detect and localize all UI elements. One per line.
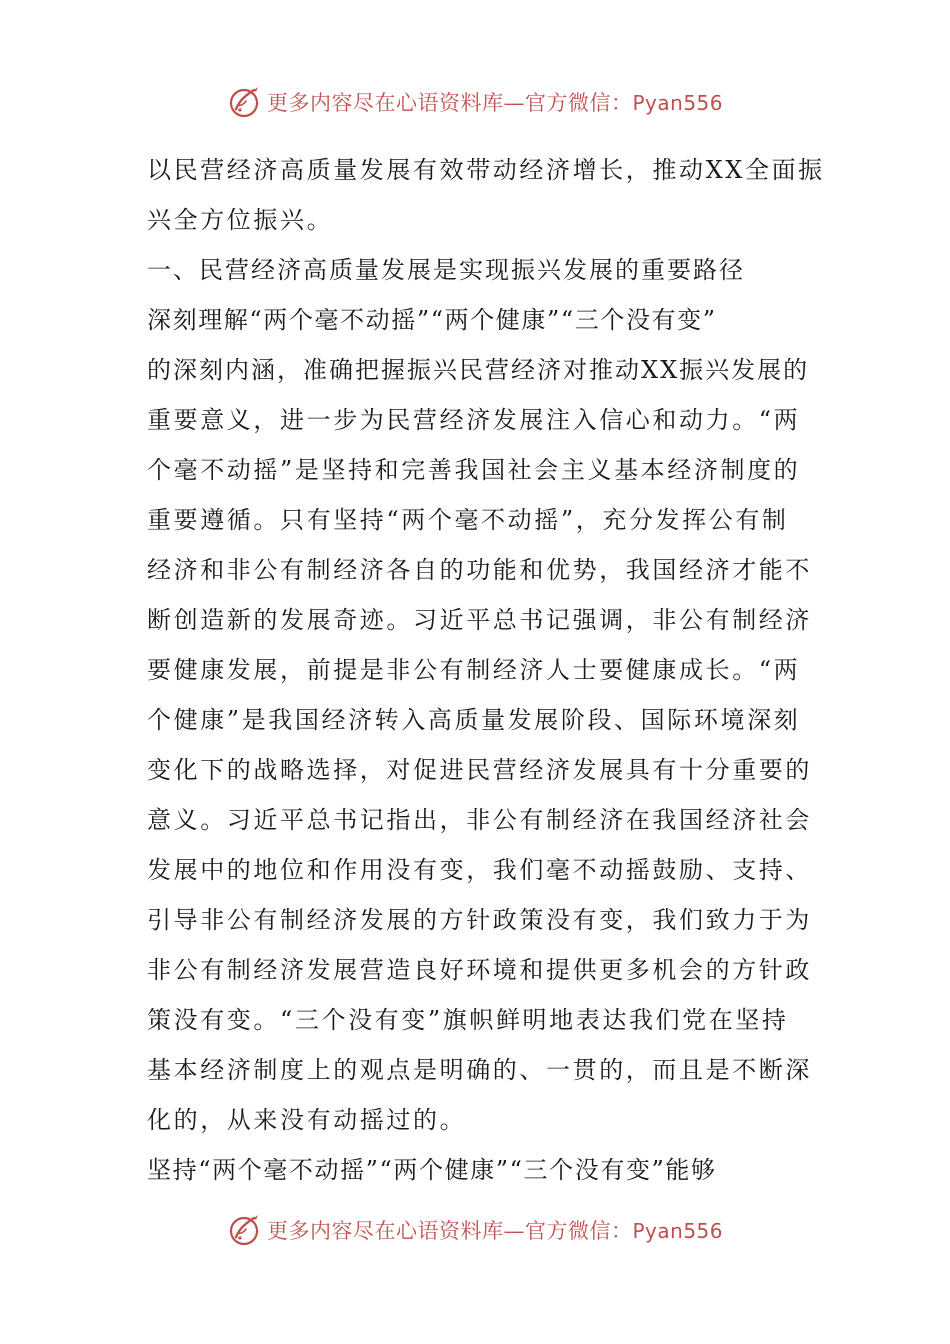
banner-slogan: 更多内容尽在心语资料库—官方微信： bbox=[266, 1219, 633, 1243]
section-heading: 一、民营经济高质量发展是实现振兴发展的重要路径 bbox=[147, 256, 745, 284]
body-line: 要健康发展，前提是非公有制经济人士要健康成长。“两 bbox=[147, 656, 801, 684]
banner-wechat-id: Pyan556 bbox=[632, 1219, 723, 1243]
body-line: 的深刻内涵，准确把握振兴民营经济对推动XX振兴发展的 bbox=[147, 356, 810, 384]
body-line: 坚持“两个毫不动摇”“两个健康”“三个没有变”能够 bbox=[147, 1156, 717, 1184]
body-line: 断创造新的发展奇迹。习近平总书记强调，非公有制经济 bbox=[147, 606, 812, 634]
body-line: 深刻理解“两个毫不动摇”“两个健康”“三个没有变” bbox=[147, 306, 717, 334]
banner-wechat-id: Pyan556 bbox=[632, 91, 723, 115]
pen-seal-icon bbox=[227, 1212, 263, 1248]
body-line: 引导非公有制经济发展的方针政策没有变，我们致力于为 bbox=[147, 906, 812, 934]
document-body bbox=[147, 145, 825, 1195]
body-line: 兴全方位振兴。 bbox=[147, 206, 334, 234]
body-line: 化的，从来没有动摇过的。 bbox=[147, 1106, 467, 1134]
pen-seal-icon bbox=[227, 84, 263, 120]
banner-text bbox=[267, 87, 723, 117]
body-line: 以民营经济高质量发展有效带动经济增长，推动XX全面振 bbox=[147, 156, 825, 184]
body-line: 重要意义，进一步为民营经济发展注入信心和动力。“两 bbox=[147, 406, 801, 434]
body-line: 变化下的战略选择，对促进民营经济发展具有十分重要的 bbox=[147, 756, 812, 784]
body-line: 经济和非公有制经济各自的功能和优势，我国经济才能不 bbox=[147, 556, 812, 584]
header-banner bbox=[0, 82, 950, 122]
banner-slogan: 更多内容尽在心语资料库—官方微信： bbox=[266, 91, 633, 115]
body-line: 非公有制经济发展营造良好环境和提供更多机会的方针政 bbox=[147, 956, 812, 984]
body-line: 个毫不动摇”是坚持和完善我国社会主义基本经济制度的 bbox=[147, 456, 801, 484]
footer-banner bbox=[0, 1210, 950, 1250]
body-line: 基本经济制度上的观点是明确的、一贯的，而且是不断深 bbox=[147, 1056, 812, 1084]
body-line: 重要遵循。只有坚持“两个毫不动摇”，充分发挥公有制 bbox=[147, 506, 789, 534]
body-line: 策没有变。“三个没有变”旗帜鲜明地表达我们党在坚持 bbox=[147, 1006, 789, 1034]
body-line: 发展中的地位和作用没有变，我们毫不动摇鼓励、支持、 bbox=[147, 856, 812, 884]
body-line: 意义。习近平总书记指出，非公有制经济在我国经济社会 bbox=[147, 806, 812, 834]
body-line: 个健康”是我国经济转入高质量发展阶段、国际环境深刻 bbox=[147, 706, 801, 734]
banner-text bbox=[267, 1215, 723, 1245]
